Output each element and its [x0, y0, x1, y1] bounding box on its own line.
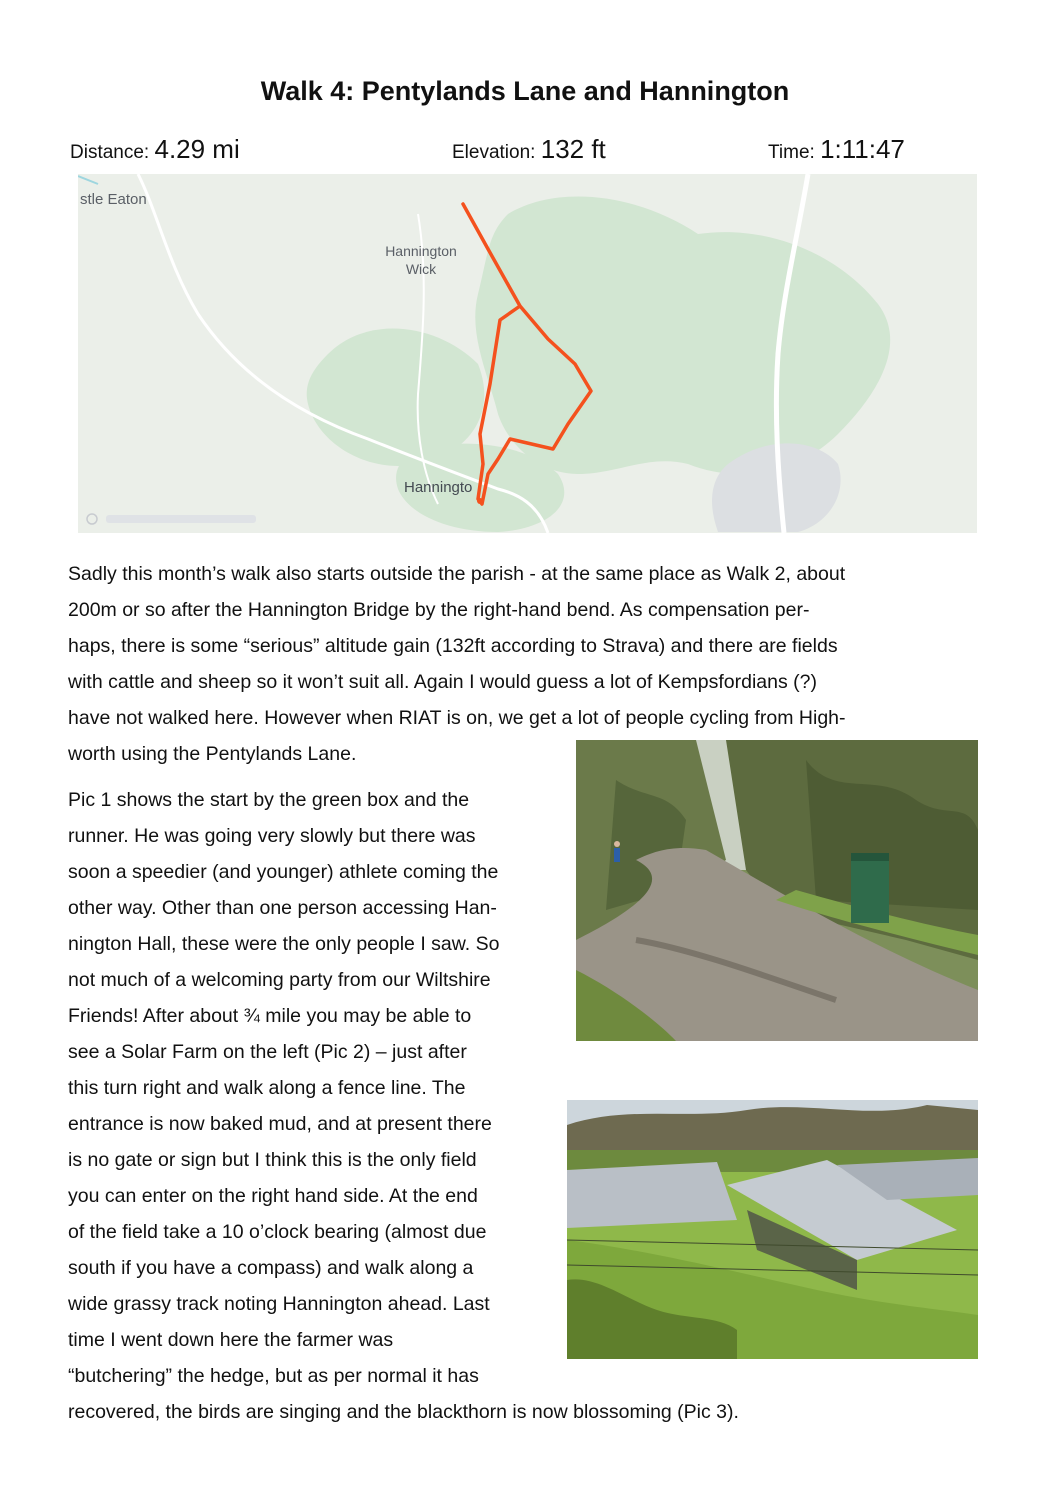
distance-label: Distance: [70, 142, 150, 163]
map-label-hannington: Hanningto [404, 479, 473, 496]
time-label: Time: [768, 142, 815, 163]
page-title: Walk 4: Pentylands Lane and Hannington [260, 76, 790, 106]
map-label-hannington-wick-2: Wick [405, 261, 437, 277]
distance-value: 4.29 mi [154, 134, 240, 164]
time-value: 1:11:47 [820, 134, 905, 164]
map-attribution [87, 514, 256, 524]
photo-lane-green-box [576, 740, 978, 1041]
distance-stat [70, 134, 240, 165]
intro-paragraph: Sadly this month’s walk also starts outside the parish - at the same place as Walk 2, about 200m or so after the Hannington Bridge by the right-hand bend. As compensation per- haps, there is some “serious” altitude gain (132ft according to Strava) and there are fields with cattle and sheep so it won’t suit all. Again I would guess a lot of Kempsfordians (?) have not walked here. However when RIAT is on, we get a lot of people cycling from High- worth using the Pentylands Lane. [68, 563, 846, 765]
route-start-marker [477, 498, 483, 504]
elevation-stat [452, 134, 606, 165]
elevation-label: Elevation: [452, 142, 536, 163]
elevation-value: 132 ft [540, 134, 606, 164]
map-label-castle-eaton: stle Eaton [80, 191, 147, 208]
photo-solar-farm [567, 1100, 978, 1359]
time-stat [768, 134, 905, 165]
route-description-paragraph: Pic 1 shows the start by the green box and the runner. He was going very slowly but there was soon a speedier (and younger) athlete coming the other way. Other than one person accessing Han- nington Hall, these were the only people I saw. So not much of a welcoming party from our Wiltshire Friends! After about ¾ mile you may be able to see a Solar Farm on the left (Pic 2) – just after this turn right and walk along a fence line. The entrance is now baked mud, and at present there is no gate or sign but I think this is the only field you can enter on the right hand side. At the end of the field take a 10 o’clock bearing (almost due south if you have a compass) and walk along a wide grassy track noting Hannington ahead. Last time I went down here the farmer was “butchering” the hedge, but as per normal it has recovered, the birds are singing and the blackthorn is now blossoming (Pic 3). [68, 789, 739, 1423]
map-label-hannington-wick-1: Hannington [385, 243, 457, 259]
route-map [78, 174, 977, 533]
